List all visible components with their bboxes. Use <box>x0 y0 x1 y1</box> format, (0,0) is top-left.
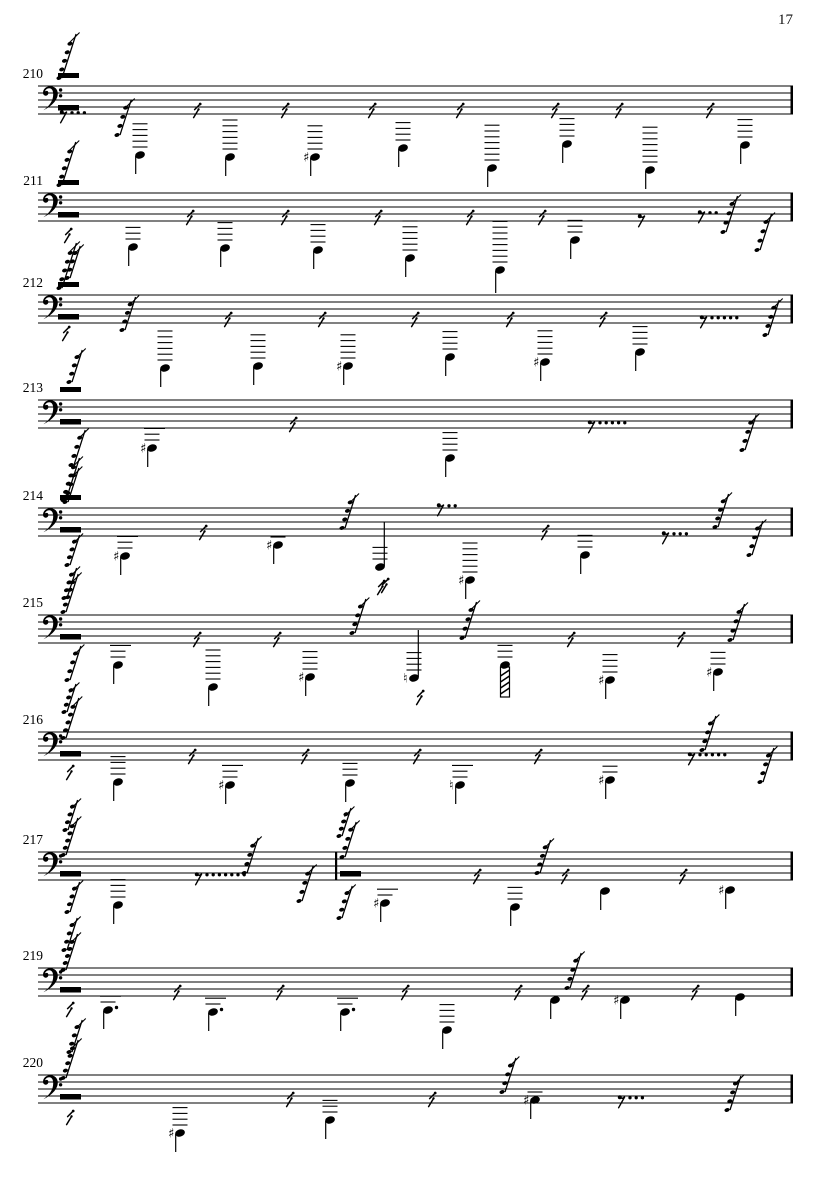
grace-run <box>754 213 775 253</box>
eighth-rest-icon <box>568 632 576 647</box>
mid-barline <box>335 852 337 881</box>
svg-text:♯: ♯ <box>373 896 380 912</box>
svg-text:♯: ♯ <box>458 573 465 589</box>
grace-run <box>534 839 554 876</box>
note <box>373 889 398 922</box>
svg-text:♯: ♯ <box>113 549 120 565</box>
eighth-rest-icon <box>67 765 75 780</box>
eighth-rest-icon <box>678 632 686 647</box>
measure-number: 210 <box>22 66 43 81</box>
staff <box>38 86 793 114</box>
system-219 <box>23 933 793 1055</box>
final-barline <box>791 508 794 537</box>
note <box>218 223 233 267</box>
cluster-bar-bottom <box>60 871 81 877</box>
cluster-bar-top <box>58 73 79 78</box>
staff <box>38 732 793 760</box>
dotted-rest-icon <box>618 1095 644 1108</box>
note <box>223 120 238 176</box>
note <box>100 996 121 1029</box>
eighth-rest-icon <box>600 312 608 327</box>
eighth-rest-icon <box>692 985 700 1000</box>
svg-text:♮: ♮ <box>403 671 408 687</box>
eighth-rest-icon <box>515 985 523 1000</box>
svg-text:♯: ♯ <box>140 441 147 457</box>
note <box>598 766 618 799</box>
eighth-rest-icon <box>189 749 197 764</box>
system-211 <box>23 141 793 294</box>
cluster-bar-bottom <box>58 105 79 111</box>
svg-text:♯: ♯ <box>298 670 305 686</box>
staff <box>38 968 793 996</box>
system-216 <box>23 697 793 839</box>
grace-run <box>241 837 262 876</box>
note <box>113 536 138 575</box>
cluster-bar-bottom <box>58 212 79 218</box>
note <box>298 652 318 696</box>
svg-text:♯: ♯ <box>303 150 310 166</box>
note <box>443 433 458 477</box>
grace-run <box>762 299 783 338</box>
cluster-note <box>498 645 513 697</box>
note <box>343 763 358 802</box>
eighth-rest-icon <box>457 103 465 118</box>
note <box>706 652 726 691</box>
note <box>578 535 593 574</box>
grace-run <box>699 715 719 753</box>
note <box>110 645 131 684</box>
eighth-rest-icon <box>535 749 543 764</box>
grace-run <box>746 520 766 558</box>
system-215 <box>23 573 793 715</box>
measure-number: 216 <box>22 712 43 727</box>
staff <box>38 193 793 221</box>
grace-run <box>64 881 83 915</box>
eighth-rest-icon <box>412 312 420 327</box>
measure-number: 213 <box>22 380 43 395</box>
note <box>599 886 611 910</box>
grace-run <box>349 598 369 636</box>
cluster-bar-top <box>60 495 81 500</box>
measure-number: 217 <box>22 832 43 847</box>
note <box>560 119 575 163</box>
grace-run <box>296 865 317 904</box>
eighth-rest-icon <box>562 869 570 884</box>
eighth-rest-icon <box>429 1092 437 1107</box>
grace-run <box>724 1075 744 1113</box>
note <box>205 998 226 1031</box>
note <box>158 331 173 387</box>
note <box>549 995 561 1019</box>
note <box>443 332 458 376</box>
note <box>533 331 553 381</box>
eighth-rest-icon <box>194 103 202 118</box>
note <box>449 765 473 804</box>
final-barline <box>791 852 794 881</box>
cluster-bar-bottom <box>60 751 81 757</box>
note <box>403 221 418 277</box>
cluster-bar-top <box>60 387 81 392</box>
eighth-rest-icon <box>287 1092 295 1107</box>
dotted-rest-icon <box>195 872 246 885</box>
note <box>613 994 631 1020</box>
note <box>251 335 266 385</box>
note <box>111 880 126 924</box>
system-212 <box>23 242 793 388</box>
svg-text:♯: ♯ <box>598 673 605 689</box>
measure-number: 212 <box>22 275 43 290</box>
svg-text:♮: ♮ <box>449 778 454 794</box>
grace-run <box>114 99 135 138</box>
grace-run <box>64 645 84 683</box>
staff <box>38 615 793 643</box>
final-barline <box>791 86 794 115</box>
eighth-rest-icon <box>194 632 202 647</box>
grace-run <box>712 493 732 530</box>
eighth-rest-icon <box>414 749 422 764</box>
dotted-rest-icon <box>437 503 457 516</box>
grace-run <box>564 952 585 991</box>
eighth-rest-icon <box>302 749 310 764</box>
svg-text:♯: ♯ <box>218 778 225 794</box>
eighth-rest-icon <box>542 525 550 540</box>
grace-run <box>339 821 360 860</box>
eighth-rest-icon <box>225 312 233 327</box>
measure-number: 215 <box>22 595 43 610</box>
grace-run <box>739 414 760 453</box>
system-213 <box>23 380 793 505</box>
grace-run <box>720 195 741 235</box>
eighth-rest-icon <box>382 578 390 593</box>
note <box>126 227 141 266</box>
staff <box>38 508 793 536</box>
cluster-bar-bottom <box>60 987 81 993</box>
eighth-rest-icon <box>582 985 590 1000</box>
eighth-rest-icon <box>63 326 71 341</box>
cluster-bar-bottom <box>60 634 81 640</box>
cluster-bar-bottom <box>58 314 79 320</box>
cluster-bar-bottom <box>340 871 361 877</box>
eighth-rest-icon <box>67 1002 75 1017</box>
staff <box>38 400 793 428</box>
dotted-rest-icon <box>688 752 727 765</box>
eighth-rest-icon <box>200 525 208 540</box>
note <box>140 428 165 467</box>
eighth-rest-icon <box>174 985 182 1000</box>
note <box>633 327 648 371</box>
grace-run <box>459 601 480 641</box>
note <box>336 335 356 385</box>
note <box>734 992 746 1016</box>
grace-run <box>757 747 777 785</box>
eighth-rest-icon <box>375 210 383 225</box>
note <box>396 123 411 167</box>
eighth-rest-icon <box>369 103 377 118</box>
note <box>206 650 221 706</box>
dotted-rest-icon <box>700 315 739 328</box>
eighth-rest-icon <box>67 1110 75 1125</box>
svg-text:♯: ♯ <box>718 883 725 899</box>
final-barline <box>791 615 794 644</box>
final-barline <box>791 295 794 324</box>
eighth-rest-icon <box>282 210 290 225</box>
cluster-bar-bottom <box>60 419 81 425</box>
system-217 <box>23 817 793 953</box>
staff <box>38 1075 793 1103</box>
note <box>568 220 583 259</box>
grace-run <box>119 296 139 333</box>
note <box>218 765 243 804</box>
eighth-rest-icon <box>290 417 298 432</box>
page-number: 17 <box>778 12 793 28</box>
svg-text:♯: ♯ <box>706 665 713 681</box>
grace-run <box>336 885 356 921</box>
eighth-rest-icon <box>507 312 515 327</box>
cluster-bar-bottom <box>60 527 81 533</box>
eighth-rest-icon <box>417 690 425 705</box>
eighth-rest-icon <box>274 632 282 647</box>
eighth-rest-icon <box>680 869 688 884</box>
grace-run <box>60 573 82 615</box>
eighth-rest-icon <box>616 103 624 118</box>
eighth-rest-icon <box>539 210 547 225</box>
measure-number: 220 <box>22 1055 43 1070</box>
note <box>323 1100 338 1139</box>
note <box>303 126 323 176</box>
note <box>643 127 658 189</box>
eighth-rest-icon <box>474 869 482 884</box>
note <box>311 225 326 269</box>
grace-run <box>336 807 355 839</box>
svg-text:♯: ♯ <box>613 993 620 1009</box>
note <box>403 630 422 687</box>
system-214 <box>23 457 793 601</box>
measure-number: 211 <box>23 173 43 188</box>
final-barline <box>791 1075 794 1104</box>
system-210 <box>23 33 793 190</box>
note <box>493 221 508 293</box>
note <box>111 757 126 801</box>
final-barline <box>791 193 794 222</box>
note <box>266 537 286 564</box>
measure-number: 219 <box>22 948 43 963</box>
eighth-rest-icon <box>282 103 290 118</box>
eighth-rest-icon <box>467 210 475 225</box>
dotted-rest-icon <box>662 531 688 544</box>
grace-run <box>60 697 82 741</box>
measure-number: 214 <box>22 488 43 503</box>
note <box>458 543 478 599</box>
note <box>133 124 148 174</box>
note <box>440 1005 455 1049</box>
note <box>485 125 500 187</box>
eighth-rest-icon <box>707 103 715 118</box>
staff <box>38 852 793 880</box>
grace-run <box>339 494 359 531</box>
cluster-bar-top <box>58 180 79 185</box>
dotted-rest-icon <box>60 110 86 123</box>
svg-text:♯: ♯ <box>523 1093 530 1109</box>
note <box>508 887 523 926</box>
final-barline <box>791 400 794 429</box>
note <box>598 655 618 699</box>
eighth-rest-icon <box>319 312 327 327</box>
eighth-rest-icon <box>65 228 73 243</box>
final-barline <box>791 968 794 997</box>
system-220 <box>23 1039 793 1153</box>
grace-run <box>61 683 80 715</box>
grace-run <box>66 349 86 385</box>
svg-text:♯: ♯ <box>266 538 273 554</box>
cluster-bar-top <box>58 282 79 287</box>
dotted-rest-icon <box>588 420 627 433</box>
note <box>168 1108 188 1152</box>
eighth-rest-icon <box>187 210 195 225</box>
svg-text:♯: ♯ <box>336 359 343 375</box>
note <box>337 998 358 1031</box>
svg-text:♯: ♯ <box>168 1126 175 1142</box>
grace-run <box>727 603 748 643</box>
eighth-rest-icon <box>402 985 410 1000</box>
eighth-rest-icon <box>552 103 560 118</box>
eighth-rest-icon <box>277 985 285 1000</box>
cluster-bar-bottom <box>60 1094 81 1100</box>
grace-run <box>64 534 83 568</box>
svg-text:♯: ♯ <box>598 773 605 789</box>
note <box>738 120 753 164</box>
note <box>718 884 736 910</box>
final-barline <box>791 732 794 761</box>
svg-text:♯: ♯ <box>533 355 540 371</box>
